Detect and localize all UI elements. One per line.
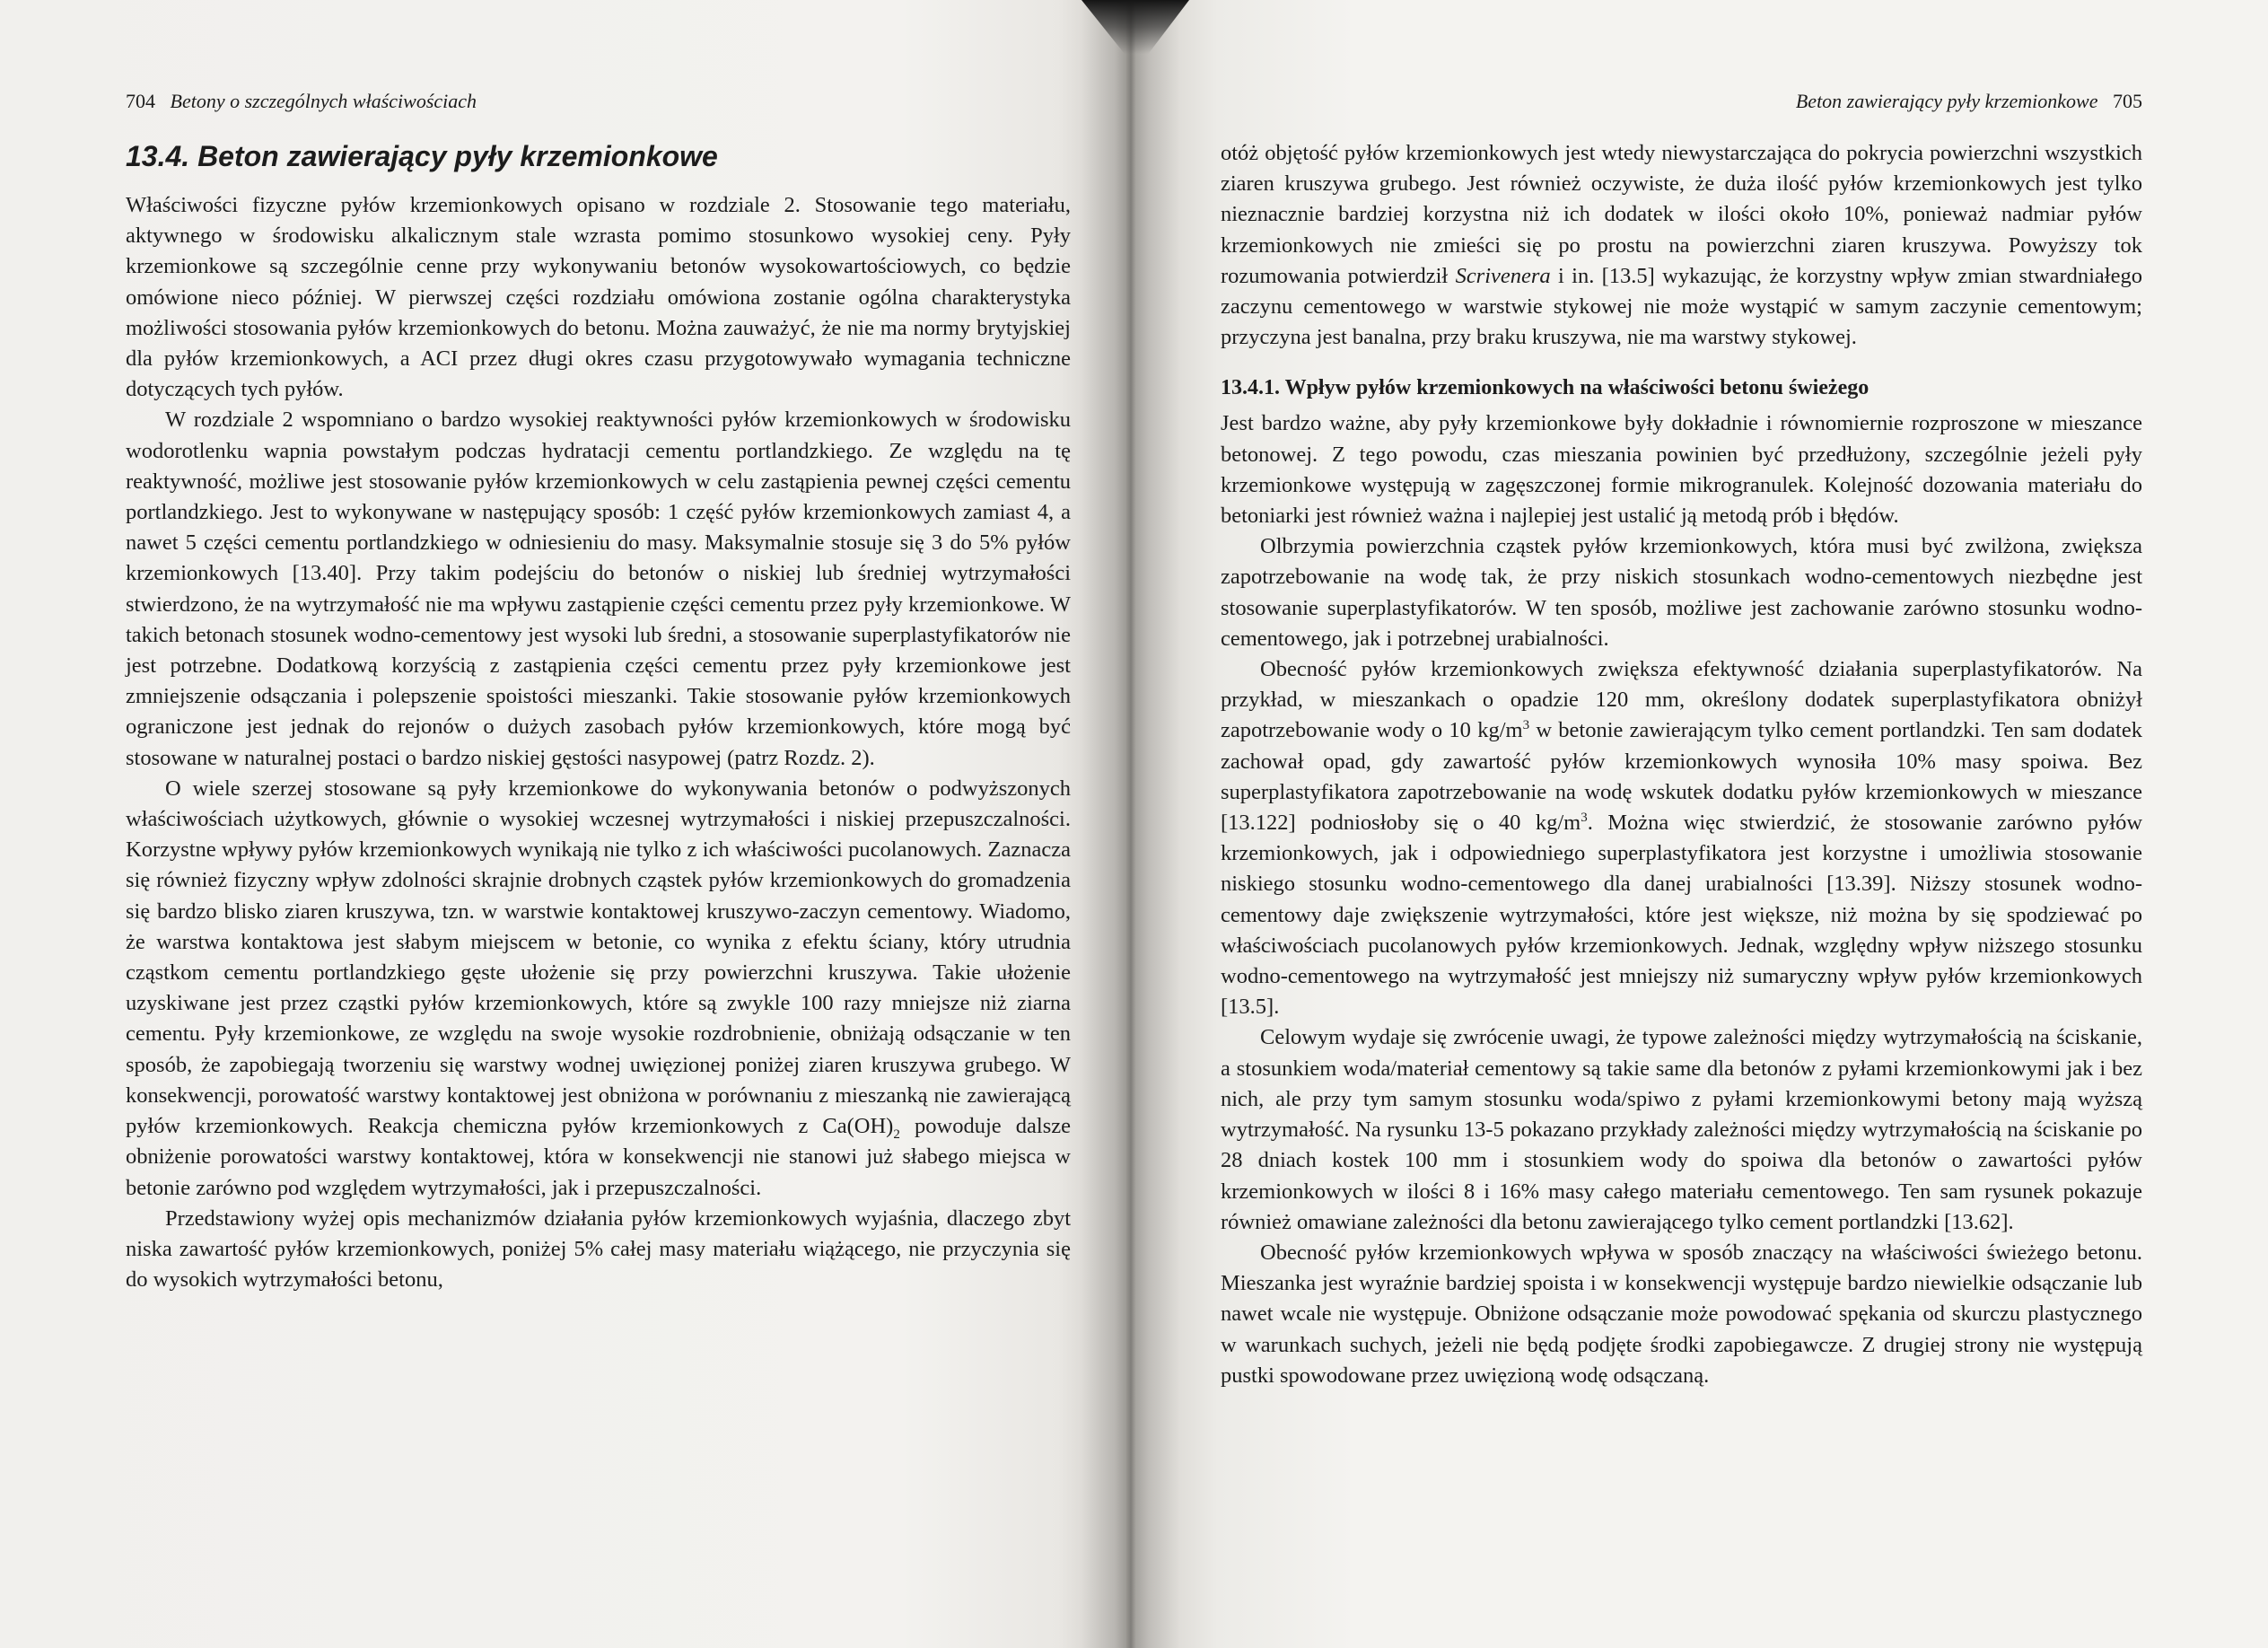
right-paragraph-4: Celowym wydaje się zwrócenie uwagi, że typowe zależności między wytrzymałością na ściskanie, a stosunkiem woda/materiał cementowy są takie same dla betonów z pyłami krzemionkowymi jak i bez nich, ale przy tym samym stosunku woda/spiwo z pyłami krzemionkowymi betony mają wyższą wytrzymałość. Na rysunku 13-5 pokazano przykłady zależności między wytrzymałością na ściskanie po 28 dniach kostek 100 mm i stosunkiem wody do spoiwa dla betonów o zawartości pyłów krzemionkowych w ilości 8 i 16% masy całego materiału cementowego. Ten sam rysunek pokazuje również omawiane zależności dla betonu zawierającego tylko cement portlandzki [13.62]. [1221,1025,2142,1234]
left-paragraph-3 [126,774,1071,1204]
left-page [0,0,1126,1648]
right-running-title: Beton zawierający pyły krzemionkowe [1795,90,2098,112]
right-paragraph-5: Obecność pyłów krzemionkowych wpływa w sposób znaczący na właściwości świeżego betonu. Mieszanka jest wyraźnie bardziej spoista i w konsekwencji występuje bardzo niewielkie odsączanie lub nawet wcale nie występuje. Obniżone odsączanie może powodować spękania od skurczu plastycznego w warunkach suchych, jeżeli nie będą podjęte środki zapobiegawcze. Z drugiej strony nie występują pustki spowodowane przez uwięzioną wodę odsączaną. [1221,1240,2142,1388]
right-page [1126,0,2268,1648]
left-paragraph-2: W rozdziale 2 wspomniano o bardzo wysokiej reaktywności pyłów krzemionkowych w środowisku wodorotlenku wapnia powstałym podczas hydratacji cementu portlandzkiego. Ze względu na tę reaktywność, możliwe jest stosowanie pyłów krzemionkowych w celu zastąpienia pewnej części cementu portlandzkiego. Jest to wykonywane w następujący sposób: 1 część pyłów krzemionkowych zamiast 4, a nawet 5 części cementu portlandzkiego w odniesieniu do masy. Maksymalnie stosuje się 3 do 5% pyłów krzemionkowych [13.40]. Przy takim podejściu do betonów o niskiej lub średniej wytrzymałości stwierdzono, że na wytrzymałość nie ma wpływu zastąpienie części cementu przez pyły krzemionkowe. W takich betonach stosunek wodno-cementowy jest wysoki lub średni, a stosowanie superplastyfikatorów nie jest potrzebne. Dodatkową korzyścią z zastąpienia części cementu przez pyły krzemionkowe jest zmniejszenie odsączania i polepszenie spoistości mieszanki. Takie stosowanie pyłów krzemionkowych ograniczone jest jednak do rejonów o dużych zasobach pyłów krzemionkowych, które mogą być stosowane w naturalnej postaci o bardzo niskiej gęstości nasypowej (patrz Rozdz. 2). [126,408,1071,770]
right-running-head [1221,88,2142,115]
left-paragraph-3-main: O wiele szerzej stosowane są pyły krzemionkowe do wykonywania betonów o podwyższonych właściwościach użytkowych, głównie o wysokiej wczesnej wytrzymałości i niskiej przepuszczalności. Korzystne wpływy pyłów krzemionkowych wynikają nie tylko z ich właściwości pucolanowych. Zaznacza się również fizyczny wpływ zdolności skrajnie drobnych cząstek pyłów krzemionkowych do gromadzenia się bardzo blisko ziaren kruszywa, tzn. w warstwie kontaktowej kruszywo-zaczyn cementowy. Wiadomo, że warstwa kontaktowa jest słabym miejscem w betonie, co wynika z efektu ściany, który utrudnia cząstkom cementu portlandzkiego gęste ułożenie się przy powierzchni kruszywa. Takie ułożenie uzyskiwane jest przez cząstki pyłów krzemionkowych, które są zwykle 100 razy mniejsze niż ziarna cementu. Pyły krzemionkowe, ze względu na swoje wysokie rozdrobnienie, obniżają odsączanie w ten sposób, że zapobiegają tworzeniu się warstwy wodnej uwięzionej poniżej ziaren kruszywa grubego. W konsekwencji, porowatość warstwy kontaktowej jest obniżona w porównaniu z mieszanką nie zawierającą pyłów krzemionkowych. Reakcja chemiczna pyłów krzemionkowych z Ca(OH) [126,776,1071,1139]
left-paragraph-4: Przedstawiony wyżej opis mechanizmów działania pyłów krzemionkowych wyjaśnia, dlaczego zbyt niska zawartość pyłów krzemionkowych, poniżej 5% całej masy materiału wiążącego, nie przyczynia się do wysokich wytrzymałości betonu, [126,1205,1071,1293]
left-paragraph-3-tail: powoduje dalsze obniżenie porowatości warstwy kontaktowej, która w konsekwencji nie stanowi już słabego miejsca w betonie zarówno pod względem wytrzymałości, jak i przepuszczalności. [126,1114,1071,1200]
left-running-title: Betony o szczególnych właściwościach [170,90,477,112]
right-paragraph-3-a: Obecność pyłów krzemionkowych zwiększa efektywność działania superplastyfikatorów. Na przykład, w mieszankach o opadzie 120 mm, określony dodatek superplastyfikatora obniżył zapotrzebowanie wody o 10 kg/m [1221,657,2142,743]
left-running-head [126,88,1071,115]
left-paragraph-1: Właściwości fizyczne pyłów krzemionkowych opisano w rozdziale 2. Stosowanie tego materiału, aktywnego w środowisku alkalicznym stale wzrasta pomimo stosunkowo wysokiej ceny. Pyły krzemionkowe są szczególnie cenne przy wykonywaniu betonów wysokowartościowych, co będzie omówione nieco później. W pierwszej części rozdziału omówiona zostanie ogólna charakterystyka możliwości stosowania pyłów krzemionkowych do betonu. Można zauważyć, że nie ma normy brytyjskiej dla pyłów krzemionkowych, a ACI przez długi okres czasu przygotowywało wymagania techniczne dotyczących tych pyłów. [126,193,1071,402]
right-opening-b: i in. [13.5] wykazując, że korzystny wpływ zmian stwardniałego zaczynu cementowego w warstwie stykowej nie może wystąpić w samym zaczynie cementowym; przyczyna jest banalna, przy braku kruszywa, nie ma warstwy stykowej. [1221,263,2142,350]
right-paragraph-3-b: w betonie zawierającym tylko cement portlandzki. Ten sam dodatek zachował opad, gdy zawartość pyłów krzemionkowych wynosiła 10% masy spoiwa. Bez superplastyfikatora zapotrzebowanie na wodę wskutek dodatku pyłów krzemionkowych w mieszance [13.122] podniosłoby się o 40 kg/m [1221,718,2142,836]
right-page-number: 705 [2113,90,2142,112]
right-opening-a: otóż objętość pyłów krzemionkowych jest wtedy niewystarczająca do pokrycia powierzchni wszystkich ziaren kruszywa grubego. Jest również oczywiste, że duża ilość pyłów krzemionkowych jest tylko nieznacznie bardziej korzystna niż ich dodatek w ilości około 10%, ponieważ nadmiar pyłów krzemionkowych nie zmieści się po prostu na powierzchni ziaren kruszywa. Powyższy tok rozumowania potwierdził [1221,141,2142,288]
subsection-title: 13.4.1. Wpływ pyłów krzemionkowych na właściwości betonu świeżego [1221,376,1870,400]
section-title: 13.4. Beton zawierający pyły krzemionkowe [126,140,718,172]
right-paragraph-2: Olbrzymia powierzchnia cząstek pyłów krzemionkowych, która musi być zwilżona, zwiększa zapotrzebowanie na wodę tak, że przy niskich stosunkach wodno-cementowych niezbędne jest stosowanie superplastyfikatorów. W ten sposób, możliwe jest zachowanie zarówno stosunku wodno-cementowego, jak i potrzebnej urabialności. [1221,534,2142,651]
formula-subscript: 2 [893,1126,900,1142]
right-paragraph-3-c: . Można więc stwierdzić, że stosowanie zarówno pyłów krzemionkowych, jak i odpowiedniego superplastyfikatora jest korzystne i umożliwia stosowanie niskiego stosunku wodno-cementowego dla danej urabialności [13.39]. Niższy stosunek wodno-cementowy daje zwiększenie wytrzymałości, które jest większe, niż można by się spodziewać po właściwościach pucolanowych pyłów krzemionkowych. Jednak, względny wpływ niższego stosunku wodno-cementowego na wytrzymałość jest mniejszy niż sumaryczny wpływ pyłów krzemionkowych [13.5]. [1221,811,2143,1020]
superscript-3a: 3 [1522,718,1530,733]
author-name: Scrivenera [1455,263,1551,288]
right-paragraph-3 [1221,654,2142,1022]
right-paragraph-1: Jest bardzo ważne, aby pyły krzemionkowe były dokładnie i równomiernie rozproszone w mieszance betonowej. Z tego powodu, czas mieszania powinien być przedłużony, szczególnie jeżeli pyły krzemionkowe występują w zagęszczonej formie mikrogranulek. Kolejność dozowania materiału do betoniarki jest również ważna i najlepiej jest ustalić ją metodą prób i błędów. [1221,411,2142,529]
right-opening-paragraph [1221,138,2142,353]
left-page-number: 704 [126,90,155,112]
superscript-3b: 3 [1581,810,1588,825]
